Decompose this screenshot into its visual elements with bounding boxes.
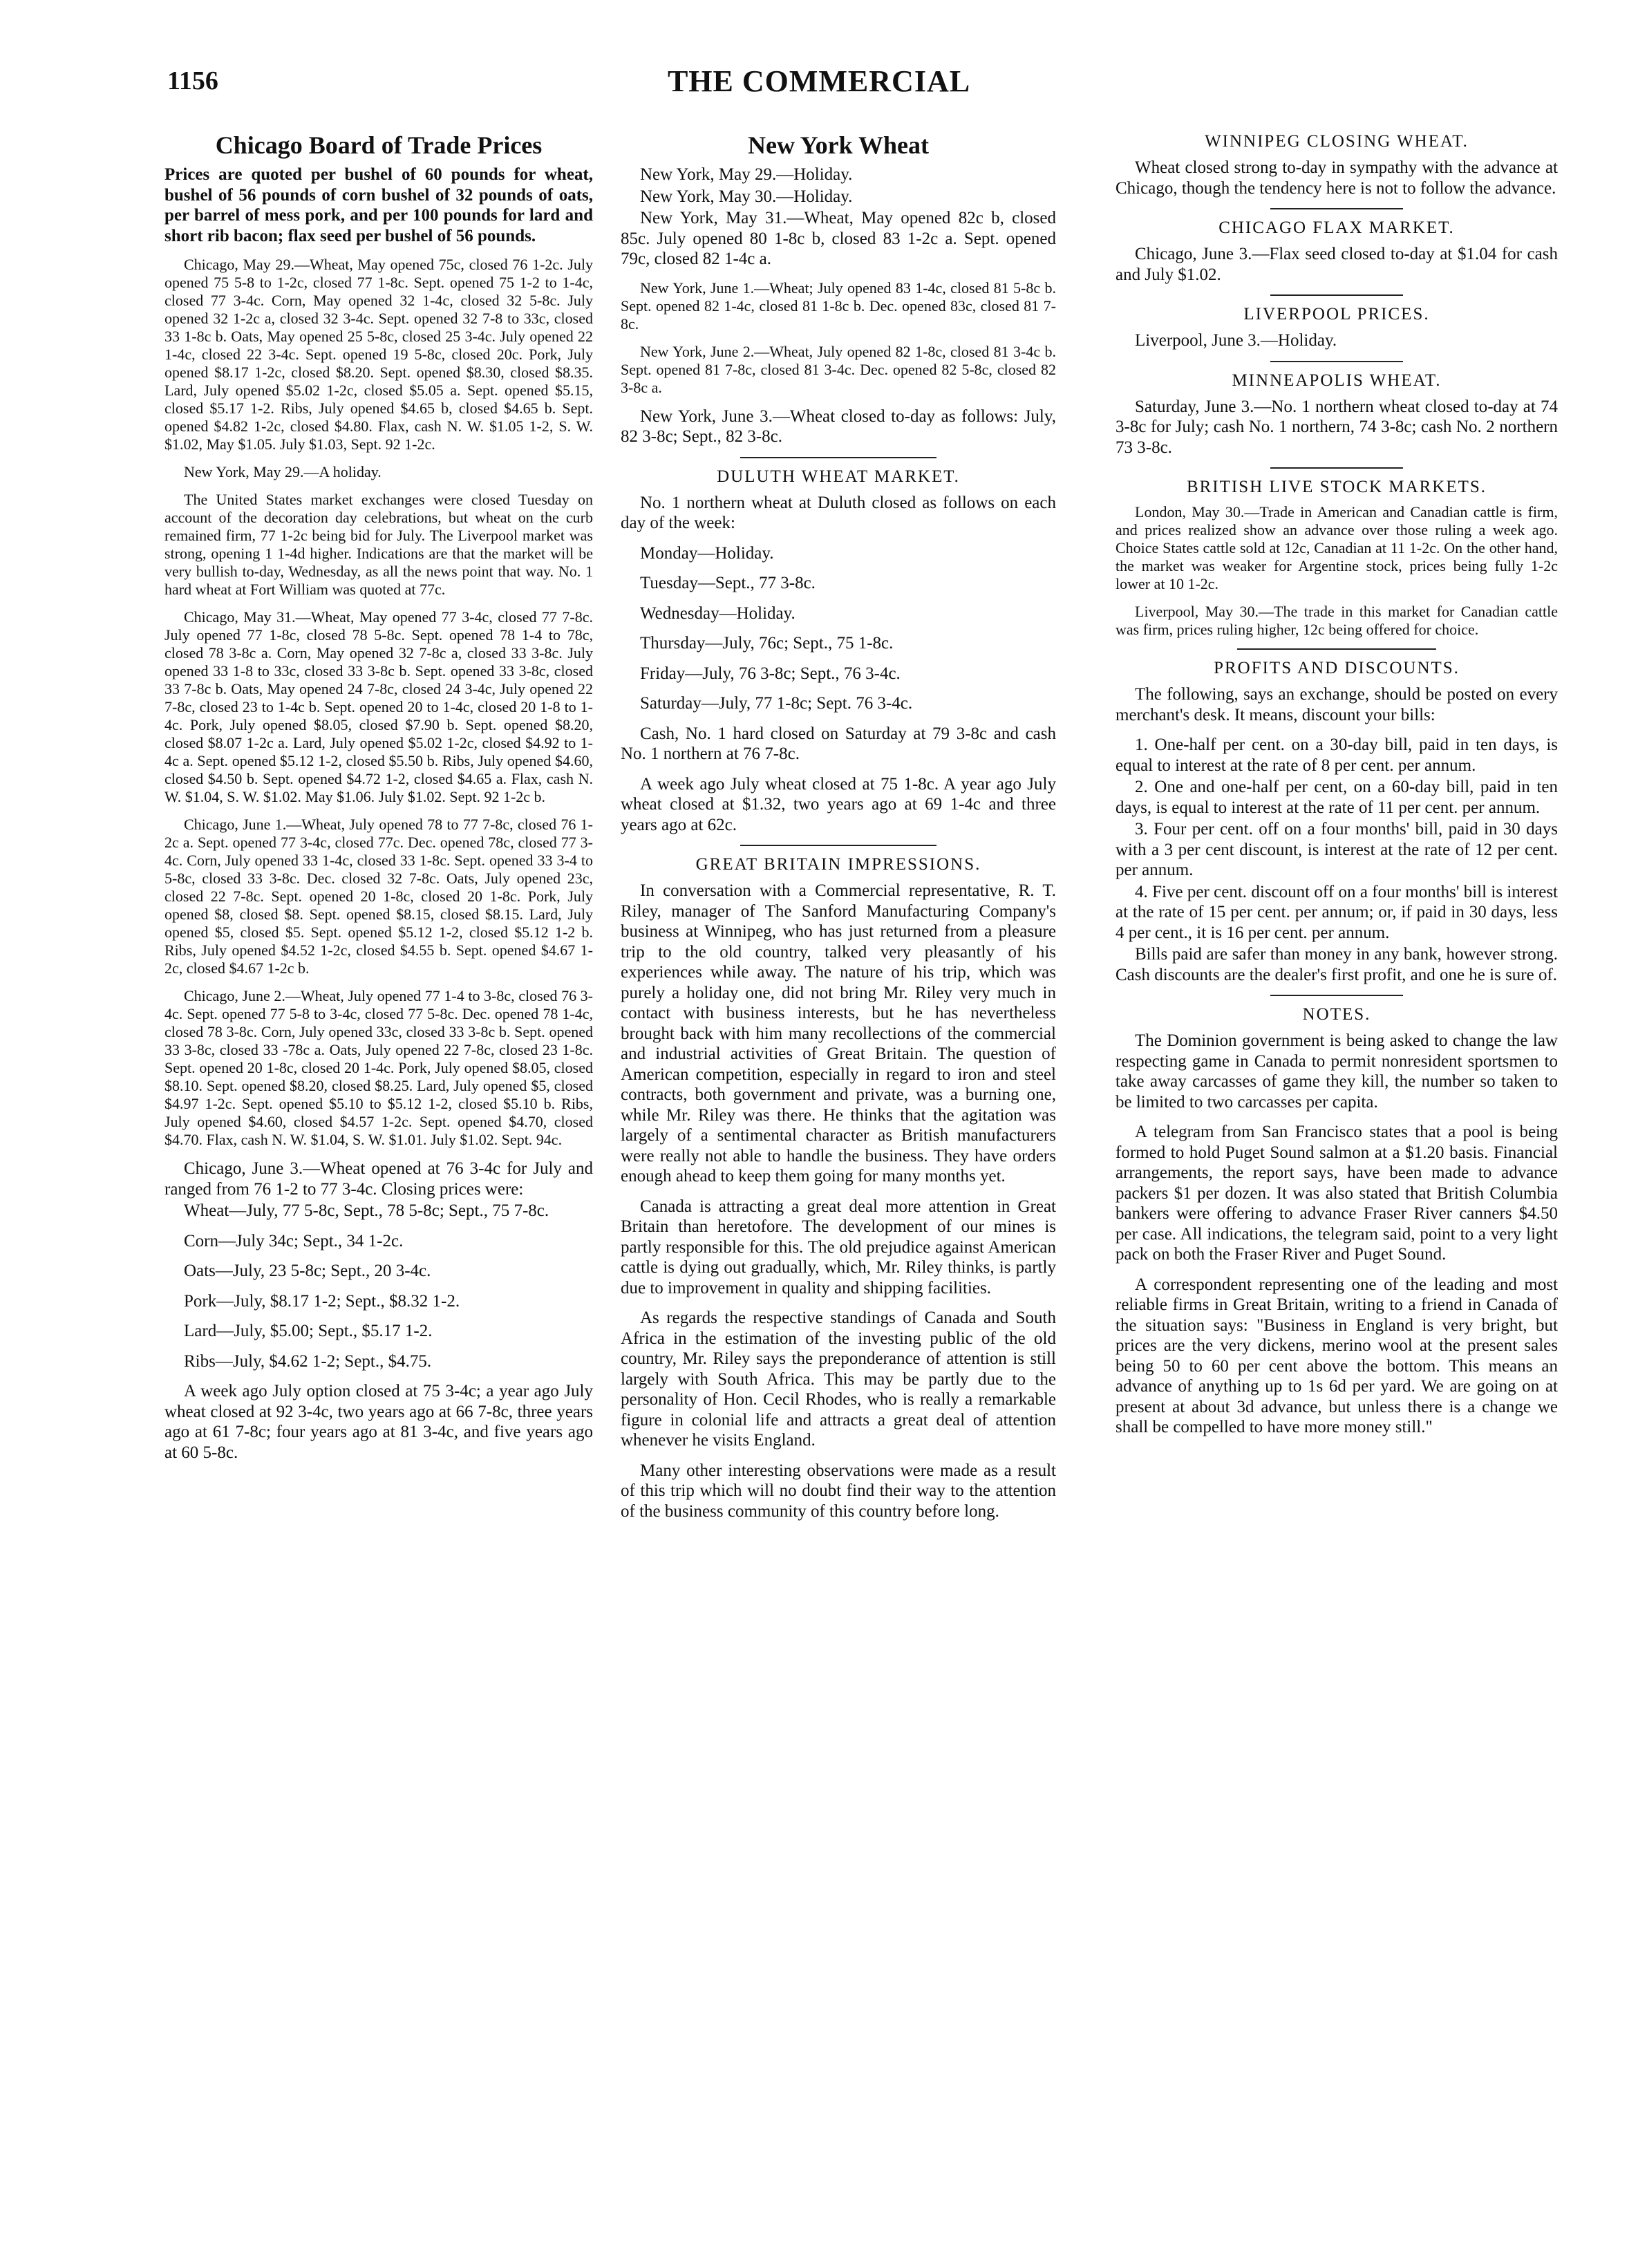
ny-may30-line: New York, May 30.—Holiday. bbox=[640, 187, 853, 206]
great-britain-para: In conversation with a Commercial representative, R. T. Riley, manager of The Sanford Manufacturing Company's business at Winnipeg, who has just returned from a pleasure trip to the old country, talked very pleasantly of his experiences while away. The nature of his trip, which was purely a holiday one, did not bring Mr. Riley very much in contact with business interests, but he has nevertheless brought back with him many recollections of the commercial and industrial activities of Great Britain. The question of American competition, especially in regard to iron and steel contracts, both government and private, was a burning one, while Mr. Riley was there. He thinks that the agitation was largely of a sentimental character as British manufacturers were really not able to handle the business. They have orders enough ahead to keep them going for many months yet. bbox=[621, 881, 1056, 1185]
profits-item: 1. One-half per cent. on a 30-day bill, paid in ten days, is equal to interest at the rate of 8 per cent. per annum. bbox=[1115, 735, 1558, 775]
great-britain-para: Many other interesting observations were made as a result of this trip which will no doubt find their way to the attention of the business community of this country before long. bbox=[621, 1461, 1056, 1521]
column-new-york-wheat bbox=[621, 131, 1056, 2240]
notes-para: The Dominion government is being asked to change the law respecting game in Canada to permit nonresident sportsmen to take away carcasses of game they kill, the number so taken to be limited to two carcasses per capita. bbox=[1115, 1031, 1558, 1112]
duluth-day-line: Saturday—July, 77 1-8c; Sept. 76 3-4c. bbox=[640, 694, 913, 713]
liverpool-heading: LIVERPOOL PRICES. bbox=[1243, 305, 1430, 324]
ny-june2-report: New York, June 2.—Wheat, July opened 82 1-8c, closed 81 3-4c b. Sept. opened 81 7-8c, closed 81 3-4c. Dec. opened 82 5-8c, closed 82 3-8c a. bbox=[621, 342, 1056, 396]
livestock-para: London, May 30.—Trade in American and Canadian cattle is firm, and prices realized show an advance over those ruling a week ago. Choice States cattle sold at 12c, Canadian at 11 1-2c. On the other hand, the market was weaker for Argentine stock, prices being fully 1-2c lower at 10 1-2c. bbox=[1115, 503, 1558, 592]
section-divider bbox=[1270, 361, 1403, 362]
profits-heading: PROFITS AND DISCOUNTS. bbox=[1214, 659, 1460, 677]
profits-item: 3. Four per cent. off on a four months' bill, paid in 30 days with a 3 per cent discount, is interest at the rate of 12 per cent. per annum. bbox=[1115, 820, 1558, 879]
chicago-june2-report: Chicago, June 2.—Wheat, July opened 77 1-4 to 3-8c, closed 76 3-4c. Sept. opened 77 5-8 to 3-4c, closed 77 5-8c. Dec. opened 78 1-4c, closed 78 3-8c. Corn, July opened 33c, closed 33 3-8c b. Sept. opened 33 3-8c, closed 33 -78c a. Oats, July opened 22 7-8c, closed 23 1-8c. Sept. opened 20 1-8c, closed 20 1-4c. Pork, July opened $8.05, closed $8.10. Sept. opened $8.20, closed $8.25. Lard, July opened $5, closed $4.97 1-2c. Sept. opened $5.10 to $5.12 1-2, closed $5.10 b. Ribs, July opened $4.60, closed $4.57 1-2c. Sept. opened $4.70, closed $4.70. Flax, cash N. W. $1.04, S. W. $1.01. July $1.02. Sept. 94c. bbox=[164, 987, 593, 1148]
closing-price-line: Oats—July, 23 5-8c; Sept., 20 3-4c. bbox=[184, 1262, 431, 1280]
liverpool-para: Liverpool, June 3.—Holiday. bbox=[1135, 331, 1337, 350]
minneapolis-heading: MINNEAPOLIS WHEAT. bbox=[1232, 371, 1442, 390]
column-chicago-prices bbox=[164, 131, 593, 2240]
duluth-day-line: Tuesday—Sept., 77 3-8c. bbox=[640, 574, 816, 592]
great-britain-heading: GREAT BRITAIN IMPRESSIONS. bbox=[695, 855, 981, 874]
column-markets-notes bbox=[1115, 131, 1558, 2240]
ny-june1-report: New York, June 1.—Wheat; July opened 83 1-4c, closed 81 5-8c b. Sept. opened 82 1-4c, closed 81 1-8c b. Dec. opened 83c, closed 81 7-8c. bbox=[621, 279, 1056, 332]
chicago-june1-report: Chicago, June 1.—Wheat, July opened 78 to 77 7-8c, closed 76 1-2c a. Sept. opened 77 3-4c, closed 77c. Dec. opened 78c, closed 77 3-4c. Corn, July opened 33 1-4c, closed 33 1-8c. Sept. opened 33 3-4 to 5-8c, closed 33 3-8c. Dec. closed 32 7-8c. Oats, July opened 23c, closed 22 7-8c. Sept. opened 20 1-8c, closed 20 1-8c. Pork, July opened $8, closed $8. Sept. opened $8.15, closed $8.15. Lard, July opened $5, closed $5. Sept. opened $5.12 1-2, closed $5.12 1-2 b. Ribs, July opened $4.52 1-2c, closed $4.55 b. Sept. opened $4.67 1-2c, closed $4.67 1-2c b. bbox=[164, 816, 593, 977]
closing-price-line: Wheat—July, 77 5-8c, Sept., 78 5-8c; Sept., 75 7-8c. bbox=[184, 1201, 549, 1220]
markets-commentary: The United States market exchanges were closed Tuesday on account of the decoration day celebrations, but wheat on the curb remained firm, 77 1-2c being bid for July. The Liverpool market was strong, opening 1 1-4d higher. Indications are that the market will be very bullish to-day, Wednesday, as all the news point that way. No. 1 hard wheat at Fort William was quoted at 77c. bbox=[164, 491, 593, 598]
page-header bbox=[0, 0, 1638, 118]
duluth-heading: DULUTH WHEAT MARKET. bbox=[717, 467, 960, 486]
duluth-week-ago: A week ago July wheat closed at 75 1-8c. A year ago July wheat closed at $1.32, two years ago at 69 1-4c and three years ago at 62c. bbox=[621, 774, 1056, 834]
profits-intro: The following, says an exchange, should be posted on every merchant's desk. It means, discount your bills: bbox=[1115, 685, 1558, 724]
notes-heading: NOTES. bbox=[1302, 1005, 1371, 1024]
great-britain-para: Canada is attracting a great deal more attention in Great Britain than heretofore. The development of our mines is partly responsible for this. The old prejudice against American cattle is dying out gradually, which, Mr. Riley thinks, is partly due to improvement in quality and shipping facilities. bbox=[621, 1197, 1056, 1297]
minneapolis-para: Saturday, June 3.—No. 1 northern wheat closed to-day at 74 3-8c for July; cash No. 1 northern, 74 3-8c; cash No. 2 northern 73 3-8c. bbox=[1115, 397, 1558, 457]
closing-price-line: Pork—July, $8.17 1-2; Sept., $8.32 1-2. bbox=[184, 1291, 460, 1311]
great-britain-para: As regards the respective standings of Canada and South Africa in the estimation of the investing public of the old country, Mr. Riley says the preponderance of attention is still largely with South Africa. This may be partly due to the personality of Hon. Cecil Rhodes, who is really a remarkable figure in colonial life and attracts a great deal of attention whenever he visits England. bbox=[621, 1309, 1056, 1450]
livestock-para: Liverpool, May 30.—The trade in this market for Canadian cattle was firm, prices ruling higher, 12c being offered for choice. bbox=[1115, 603, 1558, 638]
newspaper-title: THE COMMERCIAL bbox=[667, 64, 971, 98]
duluth-day-line: Friday—July, 76 3-8c; Sept., 76 3-4c. bbox=[640, 664, 901, 683]
section-divider bbox=[740, 845, 936, 846]
newyork-may29-note: New York, May 29.—A holiday. bbox=[184, 463, 382, 480]
duluth-intro: No. 1 northern wheat at Duluth closed as follows on each day of the week: bbox=[621, 493, 1056, 532]
ny-may31-report: New York, May 31.—Wheat, May opened 82c b, closed 85c. July opened 80 1-8c b, closed 83 1-2c a. Sept. opened 79c, closed 82 1-4c a. bbox=[621, 209, 1056, 268]
closing-price-line: Ribs—July, $4.62 1-2; Sept., $4.75. bbox=[184, 1351, 432, 1371]
duluth-day-line: Wednesday—Holiday. bbox=[640, 603, 796, 623]
chicago-june3-report: Chicago, June 3.—Wheat opened at 76 3-4c for July and ranged from 76 1-2 to 77 3-4c. Closing prices were: bbox=[164, 1159, 593, 1199]
winnipeg-heading: WINNIPEG CLOSING WHEAT. bbox=[1205, 132, 1469, 151]
ny-june3-report: New York, June 3.—Wheat closed to-day as follows: July, 82 3-8c; Sept., 82 3-8c. bbox=[621, 406, 1056, 446]
duluth-cash: Cash, No. 1 hard closed on Saturday at 79 3-8c and cash No. 1 northern at 76 7-8c. bbox=[621, 724, 1056, 763]
winnipeg-para: Wheat closed strong to-day in sympathy with the advance at Chicago, though the tendency here is not to follow the advance. bbox=[1115, 158, 1558, 198]
chicago-prices-heading: Chicago Board of Trade Prices bbox=[215, 131, 543, 159]
closing-price-line: Lard—July, $5.00; Sept., $5.17 1-2. bbox=[184, 1322, 433, 1340]
section-divider bbox=[740, 457, 936, 458]
page-number: 1156 bbox=[167, 66, 218, 95]
notes-para: A correspondent representing one of the leading and most reliable firms in Great Britain, writing to a friend in Canada of the situation says: "Business in England is very bright, but prices are the very dickens, merino wool at the present sales being 50 to 60 per cent above the bottom. This means an advance of anything up to 1s 6d per yard. We are going on at present at about 3d advance, but unless there is a change we shall be compelled to have more money still." bbox=[1115, 1275, 1558, 1436]
new-york-wheat-heading: New York Wheat bbox=[748, 131, 929, 159]
chicago-flax-para: Chicago, June 3.—Flax seed closed to-day at $1.04 for cash and July $1.02. bbox=[1115, 245, 1558, 284]
section-divider bbox=[1237, 648, 1436, 650]
chicago-may31-report: Chicago, May 31.—Wheat, May opened 77 3-4c, closed 77 7-8c. July opened 77 1-8c, closed 78 5-8c. Sept. opened 78 1-4 to 78c, closed 78 3-8c a. Corn, May opened 32 7-8c a, closed 33 3-8c. July opened 33 1-8 to 33c, closed 33 3-8c b. Sept. opened 33 3-8c, closed 33 7-8c b. Oats, May opened 24 7-8c, closed 24 3-4c, July opened 22 7-8c, closed 23 to 1-4c b. Sept. opened 20 to 1-4c, closed 20 1-8 to 1-4c. Pork, July opened $8.05, closed $7.90 b. Sept. opened $8.20, closed $8.07 1-2c a. Lard, July opened $5.02 1-2c, closed $4.92 to 1-4c a. Sept. opened $5.12 1-2, closed $5.50 b. Ribs, July opened $4.60, closed $4.50 b. Sept. opened $4.72 1-2, closed $4.65 a. Flax, cash N. W. $1.04, S. W. $1.02. May $1.06. July $1.02. Sept. 92 1-2c b. bbox=[164, 608, 593, 805]
section-divider bbox=[1270, 294, 1403, 296]
section-divider bbox=[1270, 467, 1403, 469]
profits-item: 2. One and one-half per cent, on a 60-day bill, paid in ten days, is equal to interest at the rate of 11 per cent. per annum. bbox=[1115, 778, 1558, 817]
duluth-day-line: Monday—Holiday. bbox=[640, 543, 774, 563]
section-divider bbox=[1270, 208, 1403, 209]
livestock-heading: BRITISH LIVE STOCK MARKETS. bbox=[1186, 478, 1487, 496]
duluth-day-line: Thursday—July, 76c; Sept., 75 1-8c. bbox=[640, 634, 894, 653]
notes-para: A telegram from San Francisco states that a pool is being formed to hold Puget Sound salmon at a $1.20 basis. Financial arrangements, the report says, have been made to advance packers $1 per dozen. It was also stated that British Columbia bankers were offering to advance Fraser River canners $4.50 per case. All indications, the telegram said, point to a very light pack on both the Fraser River and Puget Sound. bbox=[1115, 1123, 1558, 1264]
chicago-may29-report: Chicago, May 29.—Wheat, May opened 75c, closed 76 1-2c. July opened 75 5-8 to 1-2c, closed 77 1-8c. Sept. opened 75 1-2 to 1-4c, closed 77 3-4c. Corn, May opened 32 1-4c, closed 32 5-8c. July opened 32 1-2c a, closed 32 3-4c. Sept. opened 32 7-8 to 33c, closed 33 1-8c b. Oats, May opened 25 5-8c, closed 25 3-4c. July opened 22 1-4c, closed 22 3-4c. Sept. opened 19 5-8c, closed 20c. Pork, July opened $8.17 1-2c, closed $8.20. Sept. opened $8.30, closed $8.35. Lard, July opened $5.02 1-2c, closed $5.05 a. Sept. opened $5.15, closed $5.17 1-2. Ribs, July opened $4.65 b, closed $4.65 b. Sept. opened $4.82 1-2c, closed $4.80. Flax, cash N. W. $1.05 1-2, S. W. $1.02, May $1.05. July $1.03, Sept. 92 1-2c. bbox=[164, 256, 593, 453]
week-ago-comparison: A week ago July option closed at 75 3-4c; a year ago July wheat closed at 92 3-4c, two years ago at 66 7-8c, three years ago at 61 7-8c; four years ago at 81 3-4c, and five years ago at 60 5-8c. bbox=[164, 1382, 593, 1462]
section-divider bbox=[1270, 995, 1403, 996]
profits-item: 4. Five per cent. discount off on a four months' bill is interest at the rate of 15 per cent. per annum; or, if paid in 30 days, less 4 per cent., it is 16 per cent. per annum. bbox=[1115, 882, 1558, 942]
chicago-prices-intro: Prices are quoted per bushel of 60 pounds for wheat, bushel of 56 pounds of corn bushel of 32 pounds of oats, per barrel of mess pork, and per 100 pounds for lard and short rib bacon; flax seed per bushel of 56 pounds. bbox=[164, 165, 593, 245]
ny-may29-line: New York, May 29.—Holiday. bbox=[640, 165, 853, 184]
profits-close: Bills paid are safer than money in any bank, however strong. Cash discounts are the dealer's first profit, and one he is sure of. bbox=[1115, 945, 1558, 984]
closing-price-line: Corn—July 34c; Sept., 34 1-2c. bbox=[184, 1231, 404, 1250]
chicago-flax-heading: CHICAGO FLAX MARKET. bbox=[1218, 218, 1455, 237]
